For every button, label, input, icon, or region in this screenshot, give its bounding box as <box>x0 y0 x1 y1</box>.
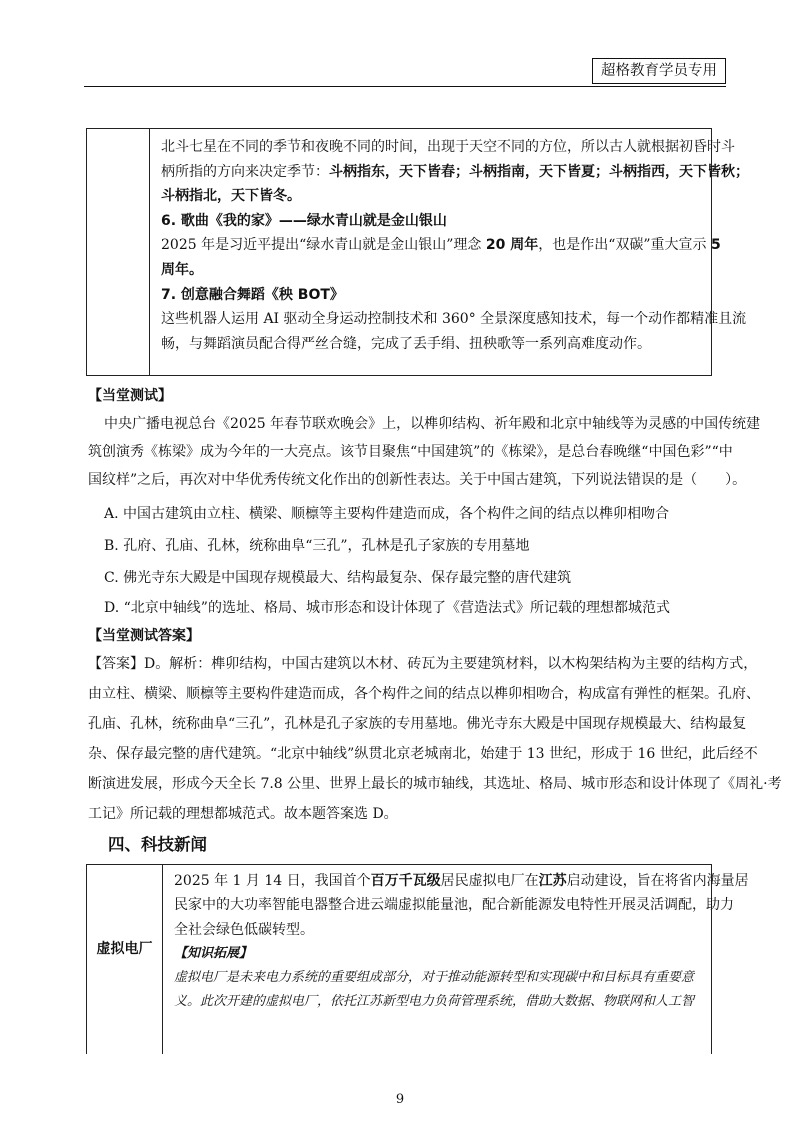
quiz-question-line: 筑创演秀《栋梁》成为今年的一大亮点。该节目聚焦“中国建筑”的《栋梁》，是总台春晚继“中国色彩”“中 <box>88 444 733 460</box>
quiz-option-d: D. “北京中轴线”的选址、格局、城市形态和设计体现了《营造法式》所记载的理想都城范式 <box>104 600 670 616</box>
table2-row-label: 虚拟电厂 <box>96 941 153 957</box>
paragraph-line <box>174 869 749 893</box>
quiz-option-c: C. 佛光寺东大殿是中国现存规模最大、结构最复杂、保存最完整的唐代建筑 <box>104 570 572 586</box>
header-label: 超格教育学员专用 <box>592 58 726 84</box>
text-run: ，也是作出“双碳”重大宣示 <box>538 237 711 254</box>
table2-label-column <box>87 865 163 1054</box>
content-table-1 <box>86 128 749 376</box>
highlight-text: 斗柄指北，天下皆冬。 <box>161 188 301 205</box>
paragraph-line: 全社会绿色低碳转型。 <box>174 921 314 938</box>
highlight-text: 江苏 <box>538 873 567 889</box>
text-run: 居民虚拟电厂在 <box>440 873 539 889</box>
paragraph-line <box>161 160 749 185</box>
quiz-question-line: 国纹样”之后，再次对中华优秀传统文化作出的创新性表达。关于中国古建筑，下列说法错误的是（ ）。 <box>88 472 747 488</box>
answer-line: 断演进发展，形成今天全长 7.8 公里、世界上最长的城市轴线，其选址、格局、城市形态和设计体现了《周礼·考 <box>88 776 782 792</box>
answer-line: 【答案】D。解析：榫卯结构，中国古建筑以木材、砖瓦为主要建筑材料，以木构架结构为主要的结构方式， <box>88 656 758 672</box>
page-number: 9 <box>395 1092 405 1107</box>
answer-line: 杂、保存最完整的唐代建筑。“北京中轴线”纵贯北京老城南北，始建于 13 世纪，形成于 16 世纪，此后经不 <box>88 746 758 762</box>
knowledge-line: 义。此次开建的虚拟电厂，依托江苏新型电力负荷管理系统，借助大数据、物联网和人工智 <box>174 994 695 1010</box>
quiz-title: 【当堂测试】 <box>88 388 172 404</box>
paragraph-line: 北斗七星在不同的季节和夜晚不同的时间，出现于天空不同的方位，所以古人就根据初昏时斗 <box>161 139 735 155</box>
table1-content <box>149 129 749 356</box>
text-run: 2025 年是习近平提出“绿水青山就是金山银山”理念 <box>161 237 486 254</box>
knowledge-line: 虚拟电厂是未来电力系统的重要组成部分，对于推动能源转型和实现碳中和目标具有重要意 <box>174 970 695 986</box>
answer-line: 由立柱、横梁、顺檩等主要构件建造而成，各个构件之间的结点以榫卯相吻合，构成富有弹性的框架。孔府、 <box>88 686 760 702</box>
paragraph-line <box>161 233 721 258</box>
answer-line: 孔庙、孔林，统称曲阜“三孔”，孔林是孔子家族的专用墓地。佛光寺东大殿是中国现存规模最大、结构最复 <box>88 716 747 732</box>
answer-title: 【当堂测试答案】 <box>88 628 200 644</box>
highlight-text: 斗柄指东，天下皆春；斗柄指南，天下皆夏；斗柄指西，天下皆秋； <box>329 163 749 180</box>
highlight-text: 5 <box>710 237 721 254</box>
quiz-option-a: A. 中国古建筑由立柱、横梁、顺檩等主要构件建造而成，各个构件之间的结点以榫卯相吻合 <box>104 506 670 522</box>
paragraph-line: 民家中的大功率智能电器整合进云端虚拟能量池，配合新能源发电特性开展灵活调配，助力 <box>174 897 734 914</box>
subheading: 7. 创意融合舞蹈《秧 BOT》 <box>161 286 344 303</box>
answer-line: 工记》所记载的理想都城范式。故本题答案选 D。 <box>88 806 398 822</box>
header-divider <box>84 86 726 87</box>
table1-left-column <box>87 129 150 375</box>
quiz-question-line: 中央广播电视总台《2025 年春节联欢晚会》上，以榫卯结构、祈年殿和北京中轴线等为灵感的中国传统建 <box>104 416 761 432</box>
paragraph-line: 这些机器人运用 AI 驱动全身运动控制技术和 360° 全景深度感知技术，每一个动作都精准且流 <box>161 311 747 328</box>
section-heading: 四、科技新闻 <box>108 835 207 854</box>
subheading: 6. 歌曲《我的家》——绿水青山就是金山银山 <box>161 212 447 229</box>
paragraph-line: 畅，与舞蹈演员配合得严丝合缝，完成了丢手绢、扭秧歌等一系列高难度动作。 <box>161 335 651 352</box>
text-run: 柄所指的方向来决定季节： <box>161 163 329 180</box>
text-run: 启动建设，旨在将省内海量居 <box>566 873 749 889</box>
table2-content <box>162 865 749 1015</box>
highlight-text: 周年。 <box>161 261 203 278</box>
content-table-2 <box>86 864 749 1054</box>
knowledge-title: 【知识拓展】 <box>174 945 253 961</box>
quiz-option-b: B. 孔府、孔庙、孔林，统称曲阜“三孔”，孔林是孔子家族的专用墓地 <box>104 538 530 554</box>
highlight-text: 百万千瓦级 <box>370 873 441 889</box>
text-run: 2025 年 1 月 14 日，我国首个 <box>174 873 371 889</box>
highlight-text: 20 周年 <box>485 237 539 254</box>
